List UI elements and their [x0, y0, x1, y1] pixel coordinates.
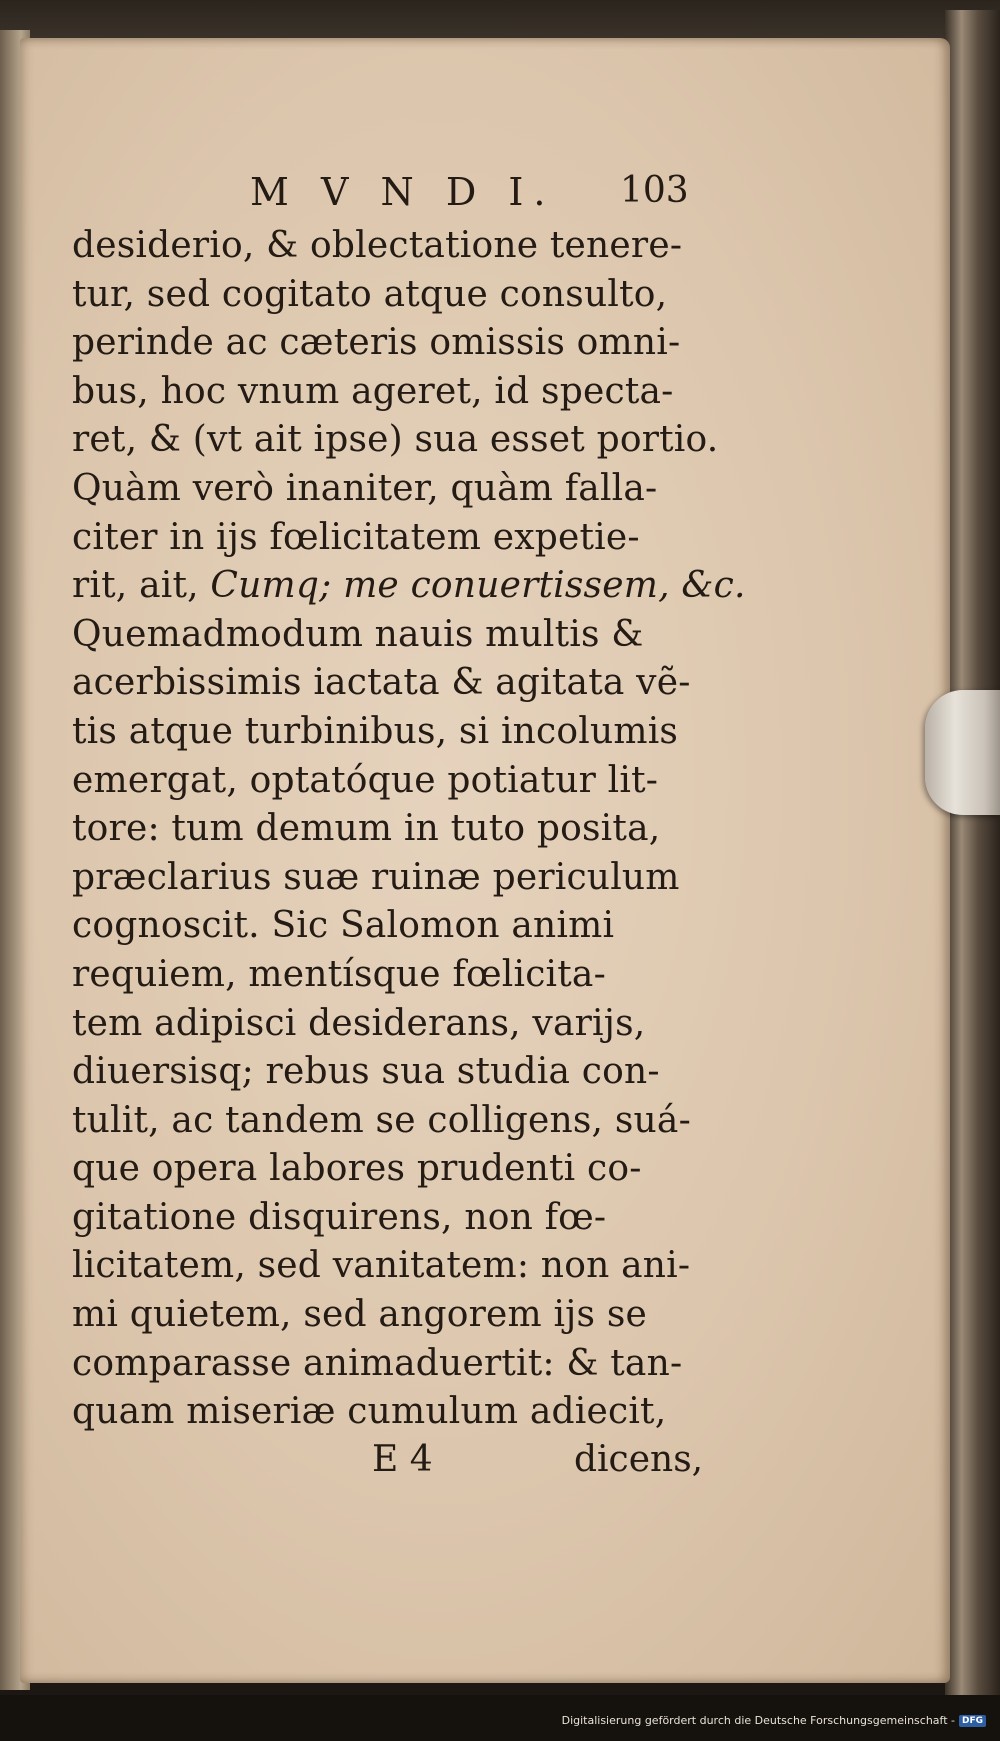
page-header [72, 170, 712, 222]
text-line: emergat, optatóque potiatur lit- [72, 759, 659, 801]
credit-text: Digitalisierung gefördert durch die Deutsche Forschungsgemeinschaft - [561, 1714, 955, 1727]
text-line: tulit, ac tandem se colligens, suá- [72, 1099, 691, 1141]
text-line-italic [72, 562, 746, 611]
text-line: diuersisq; rebus sua studia con- [72, 1051, 660, 1093]
text-lines-top [72, 222, 719, 562]
book-fore-edge [945, 10, 1000, 1700]
book-top-edge [0, 0, 1000, 40]
text-line: Quàm verò inaniter, quàm falla- [72, 467, 658, 509]
text-line: ret, & (vt ait ipse) sua esset portio. [72, 419, 719, 461]
text-line: gitatione disquirens, non fœ- [72, 1196, 607, 1238]
catchword: dicens, [574, 1438, 704, 1480]
signature-mark: E 4 [372, 1438, 433, 1480]
text-line: citer in ijs fœlicitatem expetie- [72, 516, 640, 558]
text-line: bus, hoc vnum ageret, id specta- [72, 370, 674, 412]
text-line: acerbissimis iactata & agitata vẽ- [72, 662, 691, 704]
text-line: perinde ac cæteris omissis omni- [72, 322, 681, 364]
text-line: mi quietem, sed angorem ijs se [72, 1294, 648, 1336]
page-text [72, 170, 746, 1491]
text-line: comparasse animaduertit: & tan- [72, 1342, 683, 1384]
text-lines-bottom [72, 611, 712, 1437]
page-clip [925, 690, 1000, 815]
italic-quote: Cumq; me conuertissem, &c. [210, 565, 746, 607]
text-line: que opera labores prudenti co- [72, 1148, 642, 1190]
text-line: tis atque turbinibus, si incolumis [72, 710, 679, 752]
text-line: tore: tum demum in tuto posita, [72, 808, 661, 850]
text-line: licitatem, sed vanitatem: non ani- [72, 1245, 691, 1287]
text-line: desiderio, & oblectatione tenere- [72, 225, 683, 266]
running-head: M V N D I. [250, 170, 556, 214]
page-footer [72, 1439, 712, 1491]
text-line: tem adipisci desiderans, varijs, [72, 1002, 646, 1044]
text-line: cognoscit. Sic Salomon animi [72, 905, 615, 947]
text-line: requiem, mentísque fœlicita- [72, 953, 606, 995]
text-line: præclarius suæ ruinæ periculum [72, 856, 680, 898]
text-line: quam miseriæ cumulum adiecit, [72, 1391, 667, 1433]
page-number: 103 [620, 170, 689, 211]
text-line: Quemadmodum nauis multis & [72, 613, 644, 655]
italic-prefix: rit, ait, [72, 565, 211, 607]
dfg-logo: DFG [959, 1715, 986, 1727]
digitization-credit [562, 1714, 986, 1727]
text-line: tur, sed cogitato atque consulto, [72, 273, 668, 315]
